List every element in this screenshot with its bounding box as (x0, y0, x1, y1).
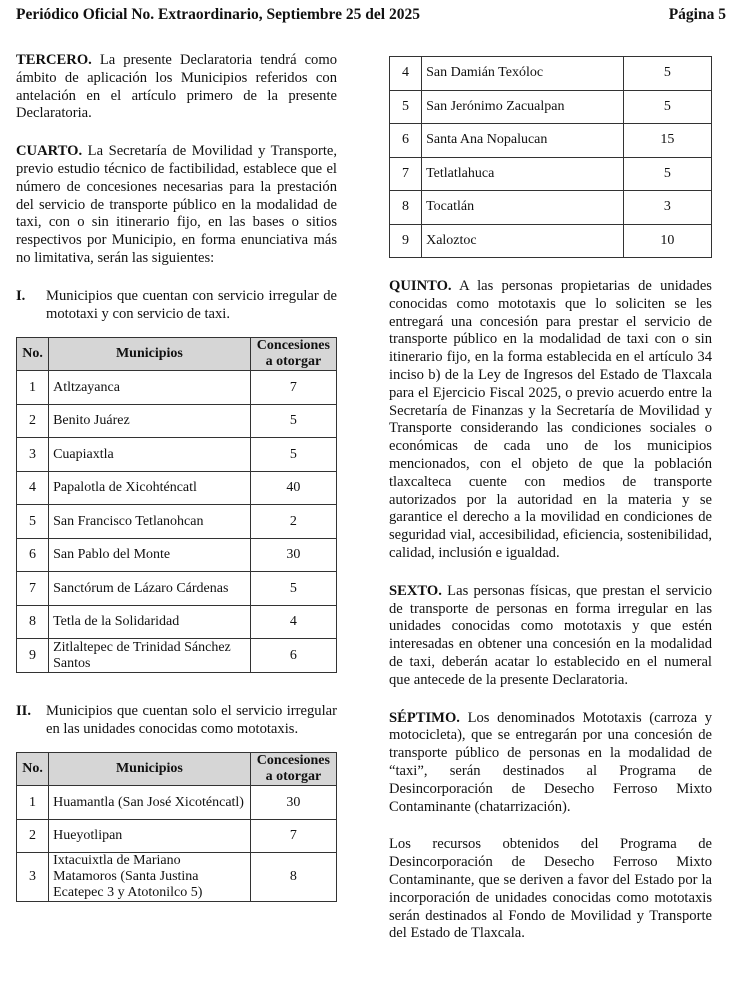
table-header: Municipios (49, 338, 251, 371)
concessions-count: 5 (623, 57, 711, 91)
table-header: Municipios (49, 753, 251, 786)
concessions-table-1 (16, 337, 337, 673)
table-header-row (17, 753, 337, 786)
municipality-name: Hueyotlipan (49, 819, 251, 853)
table-row (390, 224, 712, 258)
municipality-name: Zitlaltepec de Trinidad Sánchez Santos (49, 639, 251, 673)
municipality-name: Huamantla (San José Xicoténcatl) (49, 786, 251, 820)
concessions-count: 30 (250, 786, 336, 820)
row-number: 6 (390, 124, 422, 158)
table-row (17, 639, 337, 673)
table-row (390, 57, 712, 91)
article-lead: SEXTO. (389, 582, 442, 599)
paragraph-quinto (389, 278, 712, 563)
concessions-table-2-continued (389, 56, 712, 258)
table-row (17, 853, 337, 902)
header-title: Periódico Oficial No. Extraordinario, Septiembre 25 del 2025 (16, 6, 420, 23)
municipality-name: Santa Ana Nopalucan (422, 124, 624, 158)
row-number: 2 (17, 404, 49, 438)
table-row (17, 819, 337, 853)
page-header (16, 6, 726, 24)
row-number: 3 (17, 438, 49, 472)
left-column (16, 52, 337, 902)
municipality-name: Xaloztoc (422, 224, 624, 258)
article-lead: TERCERO. (16, 52, 92, 68)
article-text: A las personas propietarias de unidades conocidas como mototaxis que lo soliciten se les entregará una concesión para prestar el servicio de transporte público en la modalidad de taxi con o sin itinerario fijo, en la forma establecida en el artículo 34 inciso b) de la Ley de Ingresos del Estado de Tlaxcala para el Ejercicio Fiscal 2025, o previo acuerdo entre la Secretaría de Finanzas y la Secretaría de Movilidad y Transporte considerando las condiciones sociales o económicas de cada uno de los municipios mencionados, con el objeto de que la población tlaxcalteca cuente con medios de transporte autorizados por la autoridad en la materia y se garantice el derecho a la movilidad en condiciones de seguridad vial, accesibilidad, eficiencia, sostenibilidad, calidad, inclusión e igualdad. (389, 278, 712, 561)
list-number: II. (16, 702, 32, 719)
row-number: 1 (17, 786, 49, 820)
concessions-count: 7 (250, 819, 336, 853)
article-lead: SÉPTIMO. (389, 709, 460, 726)
table-row (390, 191, 712, 225)
municipality-name: San Francisco Tetlanohcan (49, 505, 251, 539)
list-item-2 (16, 703, 337, 739)
row-number: 5 (17, 505, 49, 539)
municipality-name: San Damián Texóloc (422, 57, 624, 91)
row-number: 1 (17, 371, 49, 405)
municipality-name: Tetlatlahuca (422, 157, 624, 191)
row-number: 4 (390, 57, 422, 91)
table-row (390, 90, 712, 124)
table-row (17, 404, 337, 438)
table-row (17, 572, 337, 606)
table-header: Concesiones a otorgar (250, 338, 336, 371)
concessions-count: 4 (250, 605, 336, 639)
table-row (17, 538, 337, 572)
row-number: 2 (17, 819, 49, 853)
row-number: 6 (17, 538, 49, 572)
row-number: 5 (390, 90, 422, 124)
municipality-name: Tetla de la Solidaridad (49, 605, 251, 639)
table-row (390, 157, 712, 191)
municipality-name: Benito Juárez (49, 404, 251, 438)
table-row (17, 438, 337, 472)
row-number: 7 (390, 157, 422, 191)
paragraph-sexto (389, 583, 712, 690)
row-number: 7 (17, 572, 49, 606)
row-number: 9 (17, 639, 49, 673)
row-number: 8 (390, 191, 422, 225)
paragraph-recursos (389, 836, 712, 943)
concessions-count: 7 (250, 371, 336, 405)
article-text: Los denominados Mototaxis (carroza y motocicleta), que se entregarán por una concesión de transporte público de personas en la modalidad de “taxi”, serán destinados al Programa de Desincorporación de Desecho Ferroso Mixto Contaminante (chatarrización). (389, 709, 712, 815)
concessions-count: 5 (623, 90, 711, 124)
concessions-count: 5 (250, 404, 336, 438)
municipality-name: Ixtacuixtla de Mariano Matamoros (Santa Justina Ecatepec 3 y Atotonilco 5) (49, 853, 251, 902)
paragraph-septimo (389, 710, 712, 817)
article-text: La presente Declaratoria tendrá como ámbito de aplicación los Municipios referidos con antelación en el artículo primero de la presente Declaratoria. (16, 52, 337, 122)
paragraph-cuarto (16, 143, 337, 268)
table-header: No. (17, 338, 49, 371)
article-lead: QUINTO. (389, 278, 452, 294)
concessions-table-2 (16, 752, 337, 902)
concessions-count: 5 (250, 438, 336, 472)
table-header: No. (17, 753, 49, 786)
table-header: Concesiones a otorgar (250, 753, 336, 786)
article-lead: CUARTO. (16, 143, 83, 160)
concessions-count: 15 (623, 124, 711, 158)
municipality-name: Cuapiaxtla (49, 438, 251, 472)
table-row (390, 124, 712, 158)
article-text: La Secretaría de Movilidad y Transporte, previo estudio técnico de factibilidad, establece que el número de concesiones necesarias para la prestación del servicio de transporte público en la modalidad de taxi, con o sin itinerario fijo, en las bases o sitios respectivos por Municipio, en forma enunciativa más no limitativa, serán las siguientes: (16, 143, 337, 266)
table-header-row (17, 338, 337, 371)
table-row (17, 371, 337, 405)
article-text: Las personas físicas, que prestan el servicio de transporte de personas en forma irregular en las unidades conocidas como mototaxis y que estén interesadas en obtener una concesión en la modalidad de taxi, deberán acatar lo establecido en el numeral que antecede de la presente Declaratoria. (389, 582, 712, 688)
municipality-name: San Jerónimo Zacualpan (422, 90, 624, 124)
concessions-count: 30 (250, 538, 336, 572)
concessions-count: 40 (250, 471, 336, 505)
concessions-count: 5 (623, 157, 711, 191)
article-text: Los recursos obtenidos del Programa de Desincorporación de Desecho Ferroso Mixto Contaminante, que se deriven a favor del Estado por la incorporación de unidades conocidas como mototaxis serán destinados al Fondo de Movilidad y Transporte del Estado de Tlaxcala. (389, 836, 712, 942)
municipality-name: Papalotla de Xicohténcatl (49, 471, 251, 505)
list-number: I. (16, 287, 26, 304)
list-text: Municipios que cuentan con servicio irregular de mototaxi y con servicio de taxi. (46, 287, 337, 322)
municipality-name: Tocatlán (422, 191, 624, 225)
page-number: Página 5 (668, 6, 726, 23)
row-number: 3 (17, 853, 49, 902)
table-row (17, 471, 337, 505)
concessions-count: 5 (250, 572, 336, 606)
concessions-count: 2 (250, 505, 336, 539)
concessions-count: 10 (623, 224, 711, 258)
municipality-name: San Pablo del Monte (49, 538, 251, 572)
list-item-1 (16, 288, 337, 324)
list-text: Municipios que cuentan solo el servicio irregular en las unidades conocidas como mototaxis. (46, 702, 337, 737)
concessions-count: 3 (623, 191, 711, 225)
municipality-name: Atltzayanca (49, 371, 251, 405)
table-row (17, 505, 337, 539)
paragraph-tercero (16, 52, 337, 123)
row-number: 4 (17, 471, 49, 505)
municipality-name: Sanctórum de Lázaro Cárdenas (49, 572, 251, 606)
concessions-count: 6 (250, 639, 336, 673)
right-column (389, 56, 712, 963)
table-row (17, 605, 337, 639)
row-number: 8 (17, 605, 49, 639)
table-row (17, 786, 337, 820)
concessions-count: 8 (250, 853, 336, 902)
row-number: 9 (390, 224, 422, 258)
